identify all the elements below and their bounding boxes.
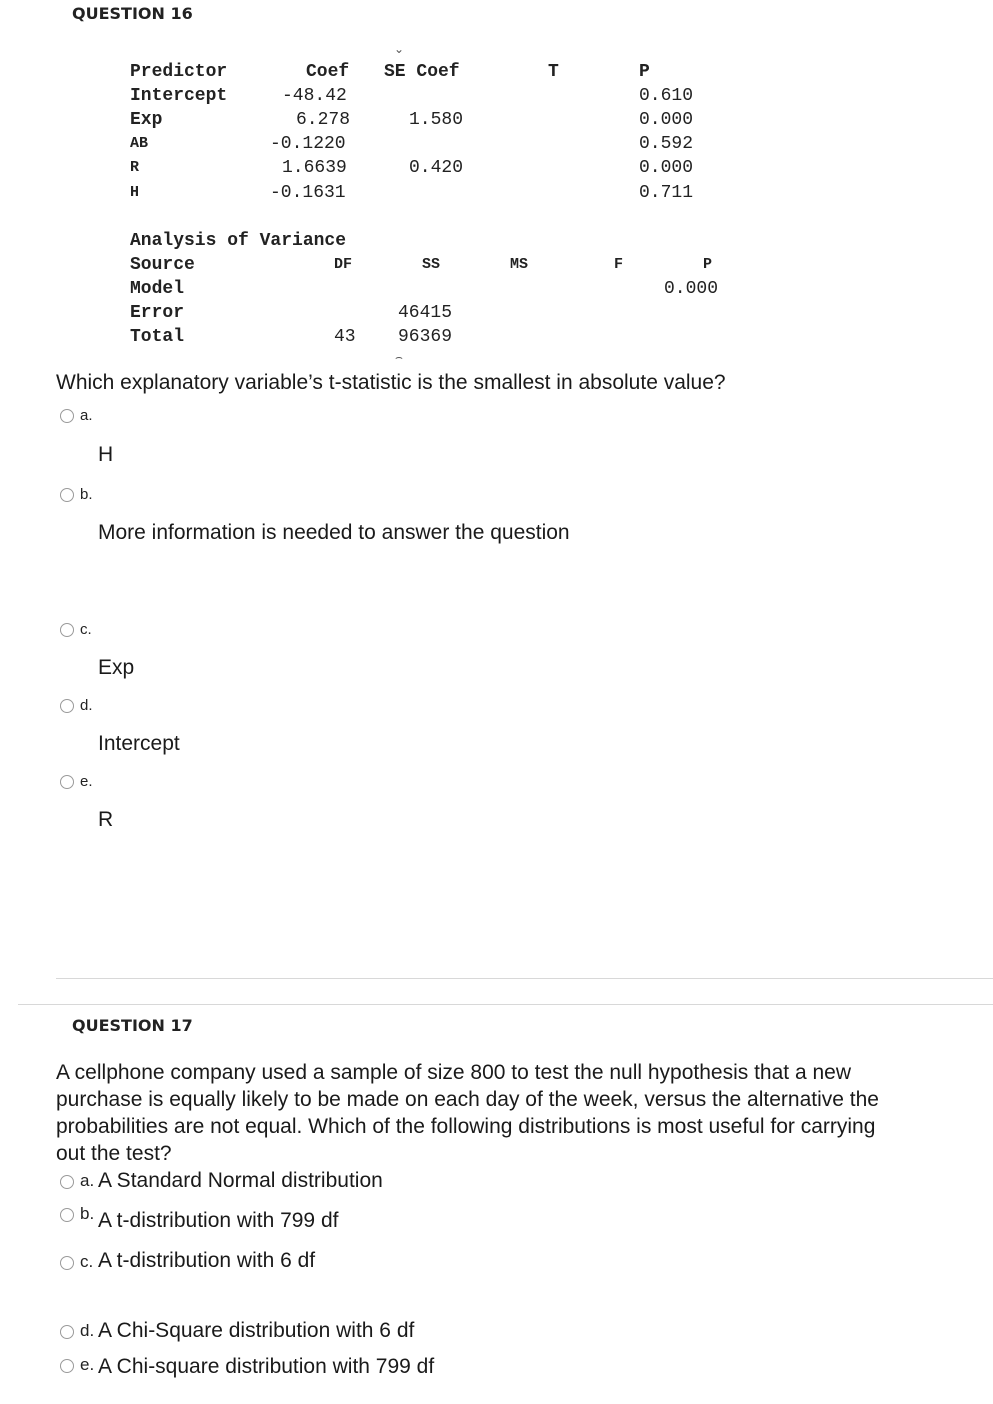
- option-text: Exp: [98, 656, 135, 679]
- anova-source-cell: Error: [130, 303, 185, 323]
- anova-source-cell: Total: [130, 327, 185, 347]
- anova-source-cell: Model: [130, 279, 185, 299]
- radio-button[interactable]: [60, 1359, 74, 1373]
- header-se-coef: SE Coef: [384, 62, 460, 82]
- p-cell: 0.000: [639, 110, 694, 130]
- anova-header-source: Source: [130, 255, 195, 275]
- option-text: R: [98, 808, 114, 831]
- anova-p-cell: 0.000: [664, 279, 719, 299]
- se-coef-cell: 1.580: [409, 110, 464, 130]
- predictor-cell: Intercept: [130, 86, 228, 106]
- anova-ss-cell: 96369: [398, 327, 453, 347]
- question-16-text: Which explanatory variable’s t-statistic is the smallest in absolute value?: [56, 371, 726, 394]
- radio-button[interactable]: [60, 1175, 74, 1189]
- option-text: Intercept: [98, 732, 180, 755]
- coef-cell: 1.6639: [282, 158, 347, 178]
- question-16-header: QUESTION 16: [72, 4, 193, 23]
- radio-button[interactable]: [60, 775, 74, 789]
- radio-button[interactable]: [60, 409, 74, 423]
- radio-button[interactable]: [60, 488, 74, 502]
- header-t: T: [548, 62, 559, 82]
- option-letter: d.: [80, 697, 93, 714]
- option-letter: a.: [80, 1171, 95, 1190]
- anova-header-ss: SS: [422, 256, 441, 273]
- option-text: A Standard Normal distribution: [98, 1169, 383, 1192]
- anova-header-p: P: [703, 256, 713, 273]
- divider: [56, 978, 993, 979]
- option-letter: e.: [80, 773, 93, 790]
- radio-button[interactable]: [60, 1325, 74, 1339]
- anova-header-ms: MS: [510, 256, 529, 273]
- question-line: A cellphone company used a sample of size 800 to test the null hypothesis that a new: [56, 1061, 851, 1084]
- header-predictor: Predictor: [130, 62, 228, 82]
- se-coef-cell: 0.420: [409, 158, 464, 178]
- header-p: P: [639, 62, 650, 82]
- predictor-cell: AB: [130, 135, 149, 152]
- option-letter: c.: [80, 1252, 94, 1271]
- option-letter: a.: [80, 407, 93, 424]
- question-17-header: QUESTION 17: [72, 1016, 193, 1035]
- predictor-cell: H: [130, 184, 140, 201]
- option-text: More information is needed to answer the question: [98, 521, 570, 544]
- option-letter: c.: [80, 621, 92, 638]
- question-line: out the test?: [56, 1142, 172, 1165]
- header-coef: Coef: [306, 62, 350, 82]
- anova-ss-cell: 46415: [398, 303, 453, 323]
- predictor-cell: Exp: [130, 110, 163, 130]
- p-cell: 0.711: [639, 183, 694, 203]
- predictor-cell: R: [130, 159, 140, 176]
- coef-cell: -0.1220: [270, 134, 346, 154]
- anova-title: Analysis of Variance: [130, 231, 347, 251]
- divider: [18, 1004, 993, 1005]
- radio-button[interactable]: [60, 1256, 74, 1270]
- option-letter: b.: [80, 1204, 95, 1223]
- question-line: purchase is equally likely to be made on each day of the week, versus the alternative the: [56, 1088, 879, 1111]
- anova-header-f: F: [614, 256, 624, 273]
- question-line: probabilities are not equal. Which of the following distributions is most useful for carrying: [56, 1115, 876, 1138]
- p-cell: 0.000: [639, 158, 694, 178]
- anova-header-df: DF: [334, 256, 353, 273]
- scroll-mark-bottom: ⌢: [395, 350, 403, 364]
- option-text: A t-distribution with 6 df: [98, 1249, 316, 1272]
- p-cell: 0.592: [639, 134, 694, 154]
- option-letter: d.: [80, 1321, 95, 1340]
- option-text: A Chi-Square distribution with 6 df: [98, 1319, 415, 1342]
- option-text: H: [98, 443, 114, 466]
- coef-cell: 6.278: [296, 110, 351, 130]
- radio-button[interactable]: [60, 699, 74, 713]
- coef-cell: -48.42: [282, 86, 347, 106]
- option-letter: e.: [80, 1355, 95, 1374]
- anova-df-cell: 43: [334, 327, 356, 347]
- p-cell: 0.610: [639, 86, 694, 106]
- option-text: A Chi-square distribution with 799 df: [98, 1355, 435, 1378]
- option-text: A t-distribution with 799 df: [98, 1209, 339, 1232]
- radio-button[interactable]: [60, 1208, 74, 1222]
- scroll-mark-top: ⌄: [394, 42, 405, 56]
- radio-button[interactable]: [60, 623, 74, 637]
- option-letter: b.: [80, 486, 93, 503]
- coef-cell: -0.1631: [270, 183, 346, 203]
